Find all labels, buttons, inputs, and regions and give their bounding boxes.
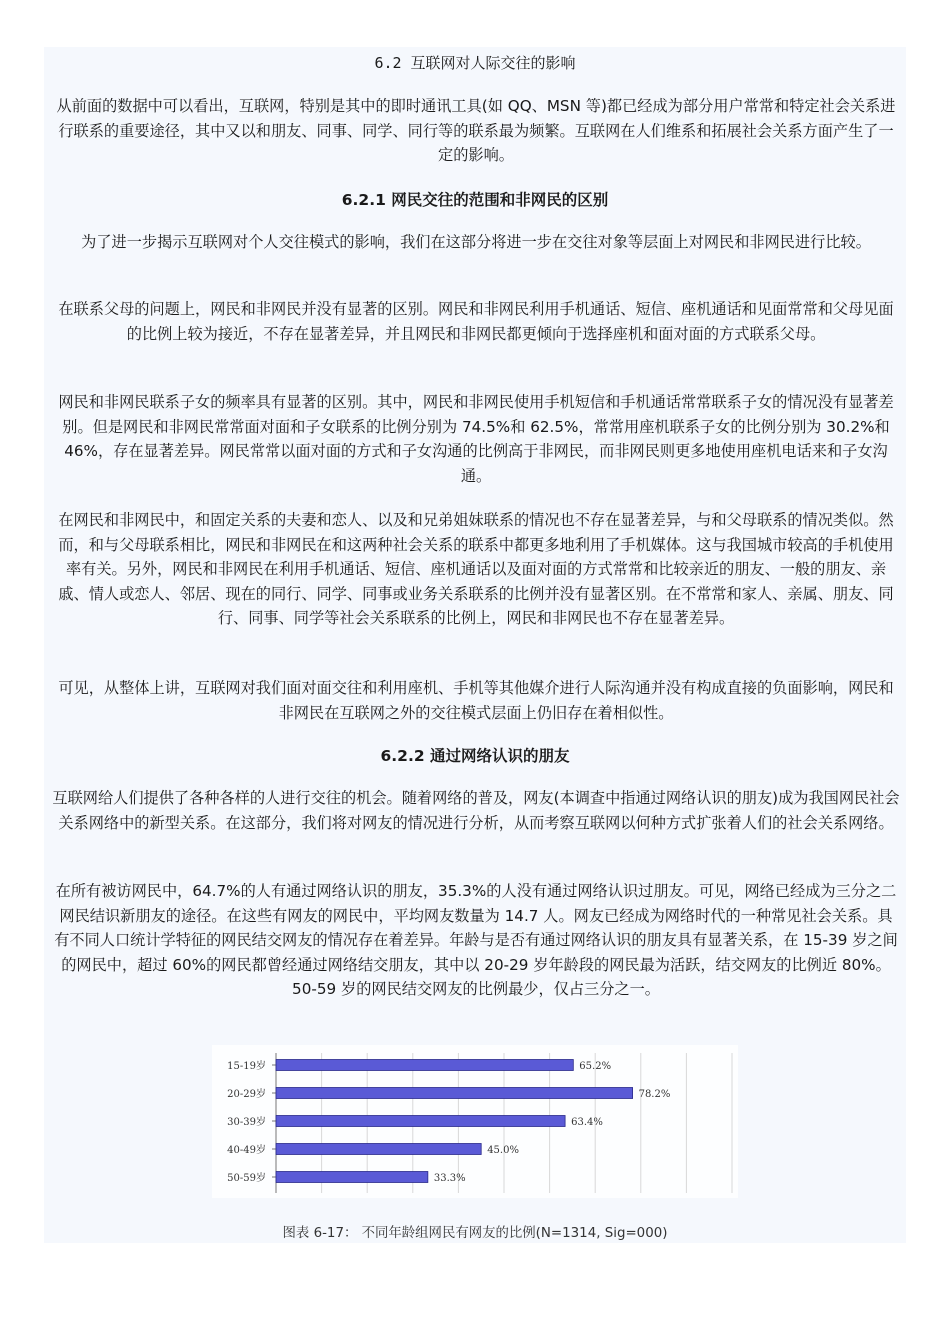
category-label: 50-59岁 (227, 1173, 266, 1184)
data-label: 63.4% (571, 1117, 603, 1128)
bar (276, 1060, 573, 1071)
subsection-title-2: 6.2.2 通过网络认识的朋友 (380, 747, 570, 765)
sub1-paragraph-1: 为了进一步揭示互联网对个人交往模式的影响，我们在这部分将进一步在交往对象等层面上对网民和非网民进行比较。 (81, 233, 871, 251)
bar (276, 1144, 481, 1155)
chart-svg (212, 1045, 738, 1198)
data-label: 65.2% (579, 1061, 612, 1072)
bar (276, 1172, 428, 1183)
category-label: 20-29岁 (227, 1089, 266, 1100)
sub1-paragraph-2: 在联系父母的问题上，网民和非网民并没有显著的区别。网民和非网民利用手机通话、短信、座机通话和见面常常和父母见面的比例上较为接近，不存在显著差异，并且网民和非网民都更倾向于选择座机和面对面的方式联系父母。 (58, 300, 894, 343)
sub1-paragraph-5: 可见，从整体上讲，互联网对我们面对面交往和利用座机、手机等其他媒介进行人际沟通并没有构成直接的负面影响，网民和非网民在互联网之外的交往模式层面上仍旧存在着相似性。 (58, 679, 894, 722)
sub2-paragraph-1: 互联网给人们提供了各种各样的人进行交往的机会。随着网络的普及，网友(本调查中指通过网络认识的朋友)成为我国网民社会关系网络中的新型关系。在这部分，我们将对网友的情况进行分析，从而考察互联网以何种方式扩张着人们的社会关系网络。 (52, 789, 900, 832)
section-title: 6.2 互联网对人际交往的影响 (374, 54, 576, 72)
figure-caption: 图表 6-17： 不同年龄组网民有网友的比例(N=1314, Sig=000) (282, 1226, 668, 1241)
bar (276, 1116, 565, 1127)
category-label: 30-39岁 (227, 1117, 266, 1128)
age-bar-chart (212, 1045, 738, 1198)
data-label: 78.2% (638, 1089, 671, 1100)
data-label: 45.0% (487, 1145, 519, 1156)
sub1-paragraph-3: 网民和非网民联系子女的频率具有显著的区别。其中，网民和非网民使用手机短信和手机通话常常联系子女的情况没有显著差别。但是网民和非网民常常面对面和子女联系的比例分别为 74.5%和 62.5%，常常用座机联系子女的比例分别为 30.2%和 46%，存在显著差异。网民常常以面对面的方式和子女沟通的比例高于非网民，而非网民则更多地使用座机电话来和子女沟通。 (58, 393, 894, 485)
sub1-paragraph-4: 在网民和非网民中，和固定关系的夫妻和恋人、以及和兄弟姐妹联系的情况也不存在显著差异，与和父母联系的情况类似。然而，和与父母联系相比，网民和非网民在和这两种社会关系的联系中都更多地利用了手机媒体。这与我国城市较高的手机使用率有关。另外，网民和非网民在利用手机通话、短信、座机通话以及面对面的方式常常和比较亲近的朋友、一般的朋友、亲戚、情人或恋人、邻居、现在的同行、同学、同事或业务关系联系的比例并没有显著区别。在不常常和家人、亲属、朋友、同行、同事、同学等社会关系联系的比例上，网民和非网民也不存在显著差异。 (58, 511, 894, 628)
category-label: 15-19岁 (227, 1061, 266, 1072)
bar (276, 1088, 633, 1099)
sub2-paragraph-2: 在所有被访网民中，64.7%的人有通过网络认识的朋友，35.3%的人没有通过网络认识过朋友。可见，网络已经成为三分之二网民结识新朋友的途径。在这些有网友的网民中，平均网友数量为 14.7 人。网友已经成为网络时代的一种常见社会关系。具有不同人口统计学特征的网民结交网友的情况存在着差异。年龄与是否有通过网络认识的朋友具有显著关系，在 15-39 岁之间的网民中，超过 60%的网民都曾经通过网络结交朋友，其中以 20-29 岁年龄段的网民最为活跃，结交网友的比例近 80%。50-59 岁的网民结交网友的比例最少，仅占三分之一。 (54, 882, 898, 999)
category-label: 40-49岁 (227, 1145, 266, 1156)
subsection-title-1: 6.2.1 网民交往的范围和非网民的区别 (341, 191, 609, 209)
data-label: 33.3% (433, 1173, 466, 1184)
intro-paragraph: 从前面的数据中可以看出，互联网，特别是其中的即时通讯工具(如 QQ、MSN 等)都已经成为部分用户常常和特定社会关系进行联系的重要途径，其中又以和朋友、同事、同学、同行等的联系最为频繁。互联网在人们维系和拓展社会关系方面产生了一定的影响。 (56, 97, 896, 165)
